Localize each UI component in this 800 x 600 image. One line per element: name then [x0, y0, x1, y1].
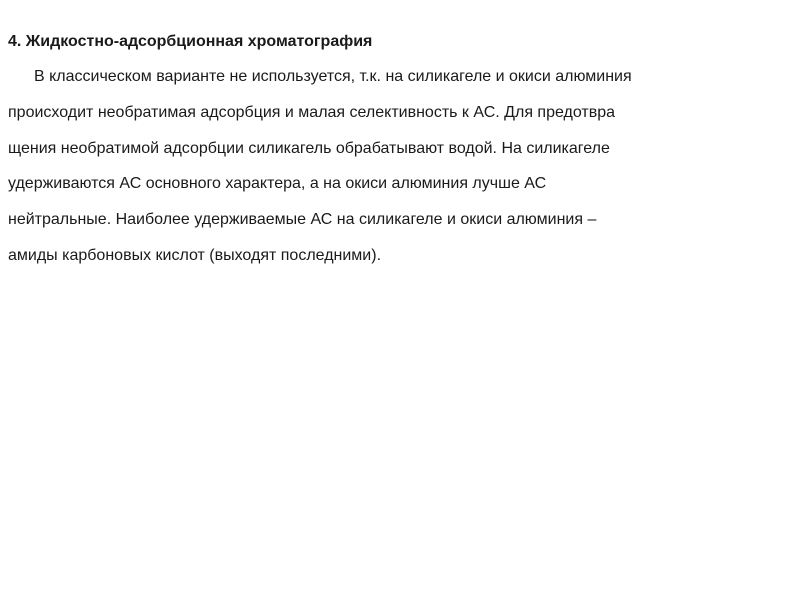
paragraph-line: В классическом варианте не используется, т.к. на силикагеле и окиси алюминия [34, 68, 632, 85]
paragraph-line: нейтральные. Наиболее удерживаемые АС на силикагеле и окиси алюминия – [8, 211, 597, 228]
paragraph-line: щения необратимой адсорбции силикагель обрабатывают водой. На силикагеле [8, 140, 610, 157]
slide-heading: 4. Жидкостно-адсорбционная хроматография [8, 33, 373, 50]
paragraph-line: амиды карбоновых кислот (выходят последними). [8, 247, 382, 264]
paragraph-line: происходит необратимая адсорбция и малая селективность к АС. Для предотвра [8, 104, 616, 121]
paragraph-line: удерживаются АС основного характера, а на окиси алюминия лучше АС [8, 175, 547, 192]
